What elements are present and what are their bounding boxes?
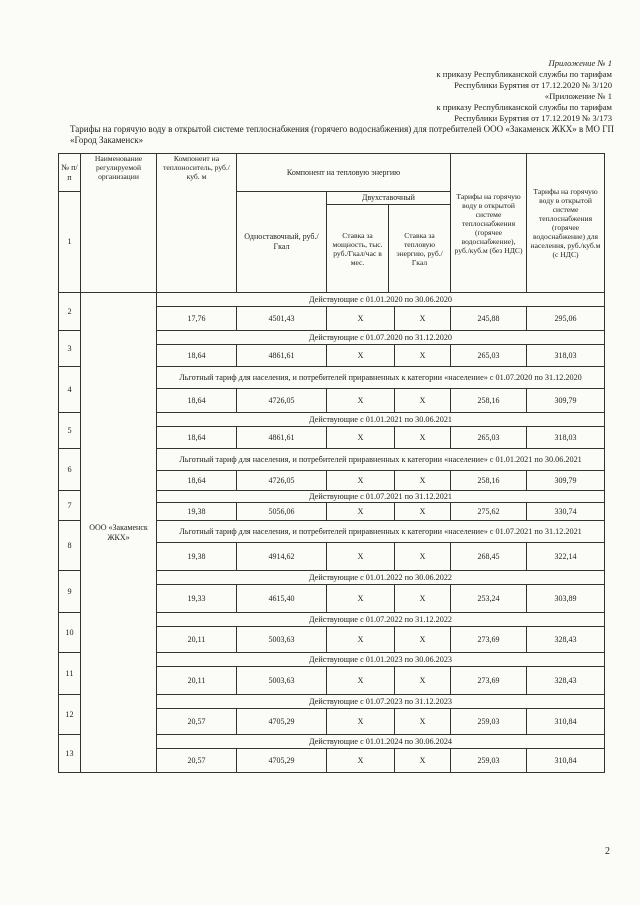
header-two-part-cell: [327, 192, 451, 293]
energy-rate-value: X: [395, 503, 451, 521]
power-rate-value: X: [327, 709, 395, 735]
header-line-4: «Приложение № 1: [544, 91, 612, 101]
document-title: Тарифы на горячую воду в открытой системе теплоснабжения (горячего водоснабжения) для потребителей ООО «Закаменск ЖКХ» в МО ГП «Город Закаменск»: [70, 124, 614, 145]
power-rate-value: X: [327, 667, 395, 695]
power-rate-value: X: [327, 503, 395, 521]
carrier-value: 18,64: [157, 345, 237, 367]
power-rate-value: X: [327, 345, 395, 367]
period-label: Действующие с 01.07.2021 по 31.12.2021: [157, 491, 605, 503]
row-number-cell: 13: [59, 735, 81, 773]
row-number-cell: 2: [59, 293, 81, 331]
appendix-header: [436, 58, 612, 124]
tariff-vat-value: 309,79: [527, 471, 605, 491]
tariff-no-vat-value: 265,03: [451, 345, 527, 367]
energy-rate-value: X: [395, 627, 451, 653]
energy-rate-value: X: [395, 471, 451, 491]
carrier-value: 18,64: [157, 389, 237, 413]
one-rate-value: 4861,61: [237, 427, 327, 449]
one-rate-value: 5003,63: [237, 627, 327, 653]
header-energy-rate: Ставка за тепловую энергию, руб./Гкал: [396, 230, 443, 267]
carrier-value: 19,33: [157, 585, 237, 613]
row-number-cell: 6: [59, 449, 81, 491]
tariff-vat-value: 328,43: [527, 667, 605, 695]
header-line-5: к приказу Республиканской службы по тарифам: [436, 102, 612, 112]
header-line-1: Приложение № 1: [548, 58, 612, 68]
page-number: 2: [605, 846, 610, 857]
one-rate-value: 4501,43: [237, 307, 327, 331]
tariff-no-vat-value: 258,16: [451, 471, 527, 491]
period-label: Действующие с 01.07.2023 по 31.12.2023: [157, 695, 605, 709]
period-label: Действующие с 01.07.2022 по 31.12.2022: [157, 613, 605, 627]
tariff-no-vat-value: 265,03: [451, 427, 527, 449]
row-number-cell: 7: [59, 491, 81, 521]
one-rate-value: 5003,63: [237, 667, 327, 695]
header-two-part: Двухставочный: [327, 192, 450, 205]
row-number-cell: 10: [59, 613, 81, 653]
energy-rate-value: X: [395, 709, 451, 735]
one-rate-value: 4914,62: [237, 543, 327, 571]
one-rate-value: 4726,05: [237, 389, 327, 413]
tariff-vat-value: 328,43: [527, 627, 605, 653]
period-label: Действующие с 01.01.2022 по 30.06.2022: [157, 571, 605, 585]
tariff-vat-value: 330,74: [527, 503, 605, 521]
tariff-no-vat-value: 259,03: [451, 709, 527, 735]
power-rate-value: X: [327, 749, 395, 773]
tariff-no-vat-value: 268,45: [451, 543, 527, 571]
power-rate-value: X: [327, 471, 395, 491]
tariff-vat-value: 318,03: [527, 345, 605, 367]
power-rate-value: X: [327, 427, 395, 449]
tariff-no-vat-value: 259,03: [451, 749, 527, 773]
header-power-rate: Ставка за мощность, тыс. руб./Гкал/час в мес.: [327, 205, 389, 292]
carrier-value: 17,76: [157, 307, 237, 331]
row-number-cell: 8: [59, 521, 81, 571]
one-rate-value: 4615,40: [237, 585, 327, 613]
header-carrier: Компонент на теплоноситель, руб./куб. м: [157, 154, 237, 293]
row-number-1: 1: [59, 192, 81, 293]
tariff-vat-value: 310,84: [527, 709, 605, 735]
energy-rate-value: X: [395, 427, 451, 449]
period-label: Действующие с 01.01.2023 по 30.06.2023: [157, 653, 605, 667]
row-number-cell: 4: [59, 367, 81, 413]
tariff-no-vat-value: 273,69: [451, 627, 527, 653]
energy-rate-value: X: [395, 585, 451, 613]
tariff-no-vat-value: 253,24: [451, 585, 527, 613]
carrier-value: 20,11: [157, 667, 237, 695]
one-rate-value: 4861,61: [237, 345, 327, 367]
one-rate-value: 4726,05: [237, 471, 327, 491]
tariff-vat-value: 309,79: [527, 389, 605, 413]
carrier-value: 20,57: [157, 709, 237, 735]
tariff-no-vat-value: 245,88: [451, 307, 527, 331]
carrier-value: 18,64: [157, 427, 237, 449]
header-one-rate: Одноставочный, руб./Гкал: [237, 192, 327, 293]
tariff-vat-value: 322,14: [527, 543, 605, 571]
tariff-no-vat-value: 275,62: [451, 503, 527, 521]
energy-rate-value: X: [395, 345, 451, 367]
power-rate-value: X: [327, 585, 395, 613]
carrier-value: 19,38: [157, 503, 237, 521]
header-num: № п/п: [59, 154, 81, 192]
tariff-vat-value: 295,06: [527, 307, 605, 331]
period-label: Льготный тариф для населения, и потребителей приравненных к категории «население» с 01.07.2020 по 31.12.2020: [157, 367, 605, 389]
one-rate-value: 4705,29: [237, 749, 327, 773]
power-rate-value: X: [327, 389, 395, 413]
power-rate-value: X: [327, 307, 395, 331]
period-label: Действующие с 01.01.2024 по 30.06.2024: [157, 735, 605, 749]
row-number-cell: 11: [59, 653, 81, 695]
period-label: Льготный тариф для населения, и потребителей приравненных к категории «население» с 01.01.2021 по 30.06.2021: [157, 449, 605, 471]
header-org: Наименование регулируемой организации: [81, 154, 157, 293]
energy-rate-value: X: [395, 543, 451, 571]
power-rate-value: X: [327, 543, 395, 571]
carrier-value: 20,11: [157, 627, 237, 653]
energy-rate-value: X: [395, 667, 451, 695]
period-label: Действующие с 01.01.2021 по 30.06.2021: [157, 413, 605, 427]
row-number-cell: 3: [59, 331, 81, 367]
period-label: Льготный тариф для населения, и потребителей приравненных к категории «население» с 01.07.2021 по 31.12.2021: [157, 521, 605, 543]
tariff-no-vat-value: 258,16: [451, 389, 527, 413]
header-tariff-vat: Тарифы на горячую воду в открытой системе теплоснабжения (горячее водоснабжение) для населения, руб./куб.м (с НДС): [527, 154, 605, 293]
one-rate-value: 4705,29: [237, 709, 327, 735]
header-line-3: Республики Бурятия от 17.12.2020 № 3/120: [454, 80, 612, 90]
header-tariff-no-vat: Тарифы на горячую воду в открытой системе теплоснабжения (горячее водоснабжение), руб./куб.м (без НДС): [451, 154, 527, 293]
tariff-vat-value: 318,03: [527, 427, 605, 449]
carrier-value: 19,38: [157, 543, 237, 571]
org-name: ООО «Закаменск ЖКХ»: [81, 293, 157, 773]
energy-rate-value: X: [395, 307, 451, 331]
row-number-cell: 9: [59, 571, 81, 613]
carrier-value: 18,64: [157, 471, 237, 491]
tariff-vat-value: 310,84: [527, 749, 605, 773]
tariff-vat-value: 303,89: [527, 585, 605, 613]
one-rate-value: 5056,06: [237, 503, 327, 521]
power-rate-value: X: [327, 627, 395, 653]
energy-rate-value: X: [395, 389, 451, 413]
period-label: Действующие с 01.01.2020 по 30.06.2020: [157, 293, 605, 307]
header-line-2: к приказу Республиканской службы по тарифам: [436, 69, 612, 79]
energy-rate-value: X: [395, 749, 451, 773]
tariff-table: [58, 153, 605, 773]
header-heat-component: Компонент на тепловую энергию: [237, 154, 451, 192]
carrier-value: 20,57: [157, 749, 237, 773]
period-label: Действующие с 01.07.2020 по 31.12.2020: [157, 331, 605, 345]
header-line-6: Республики Бурятия от 17.12.2019 № 3/173: [454, 113, 612, 123]
row-number-cell: 5: [59, 413, 81, 449]
row-number-cell: 12: [59, 695, 81, 735]
tariff-no-vat-value: 273,69: [451, 667, 527, 695]
